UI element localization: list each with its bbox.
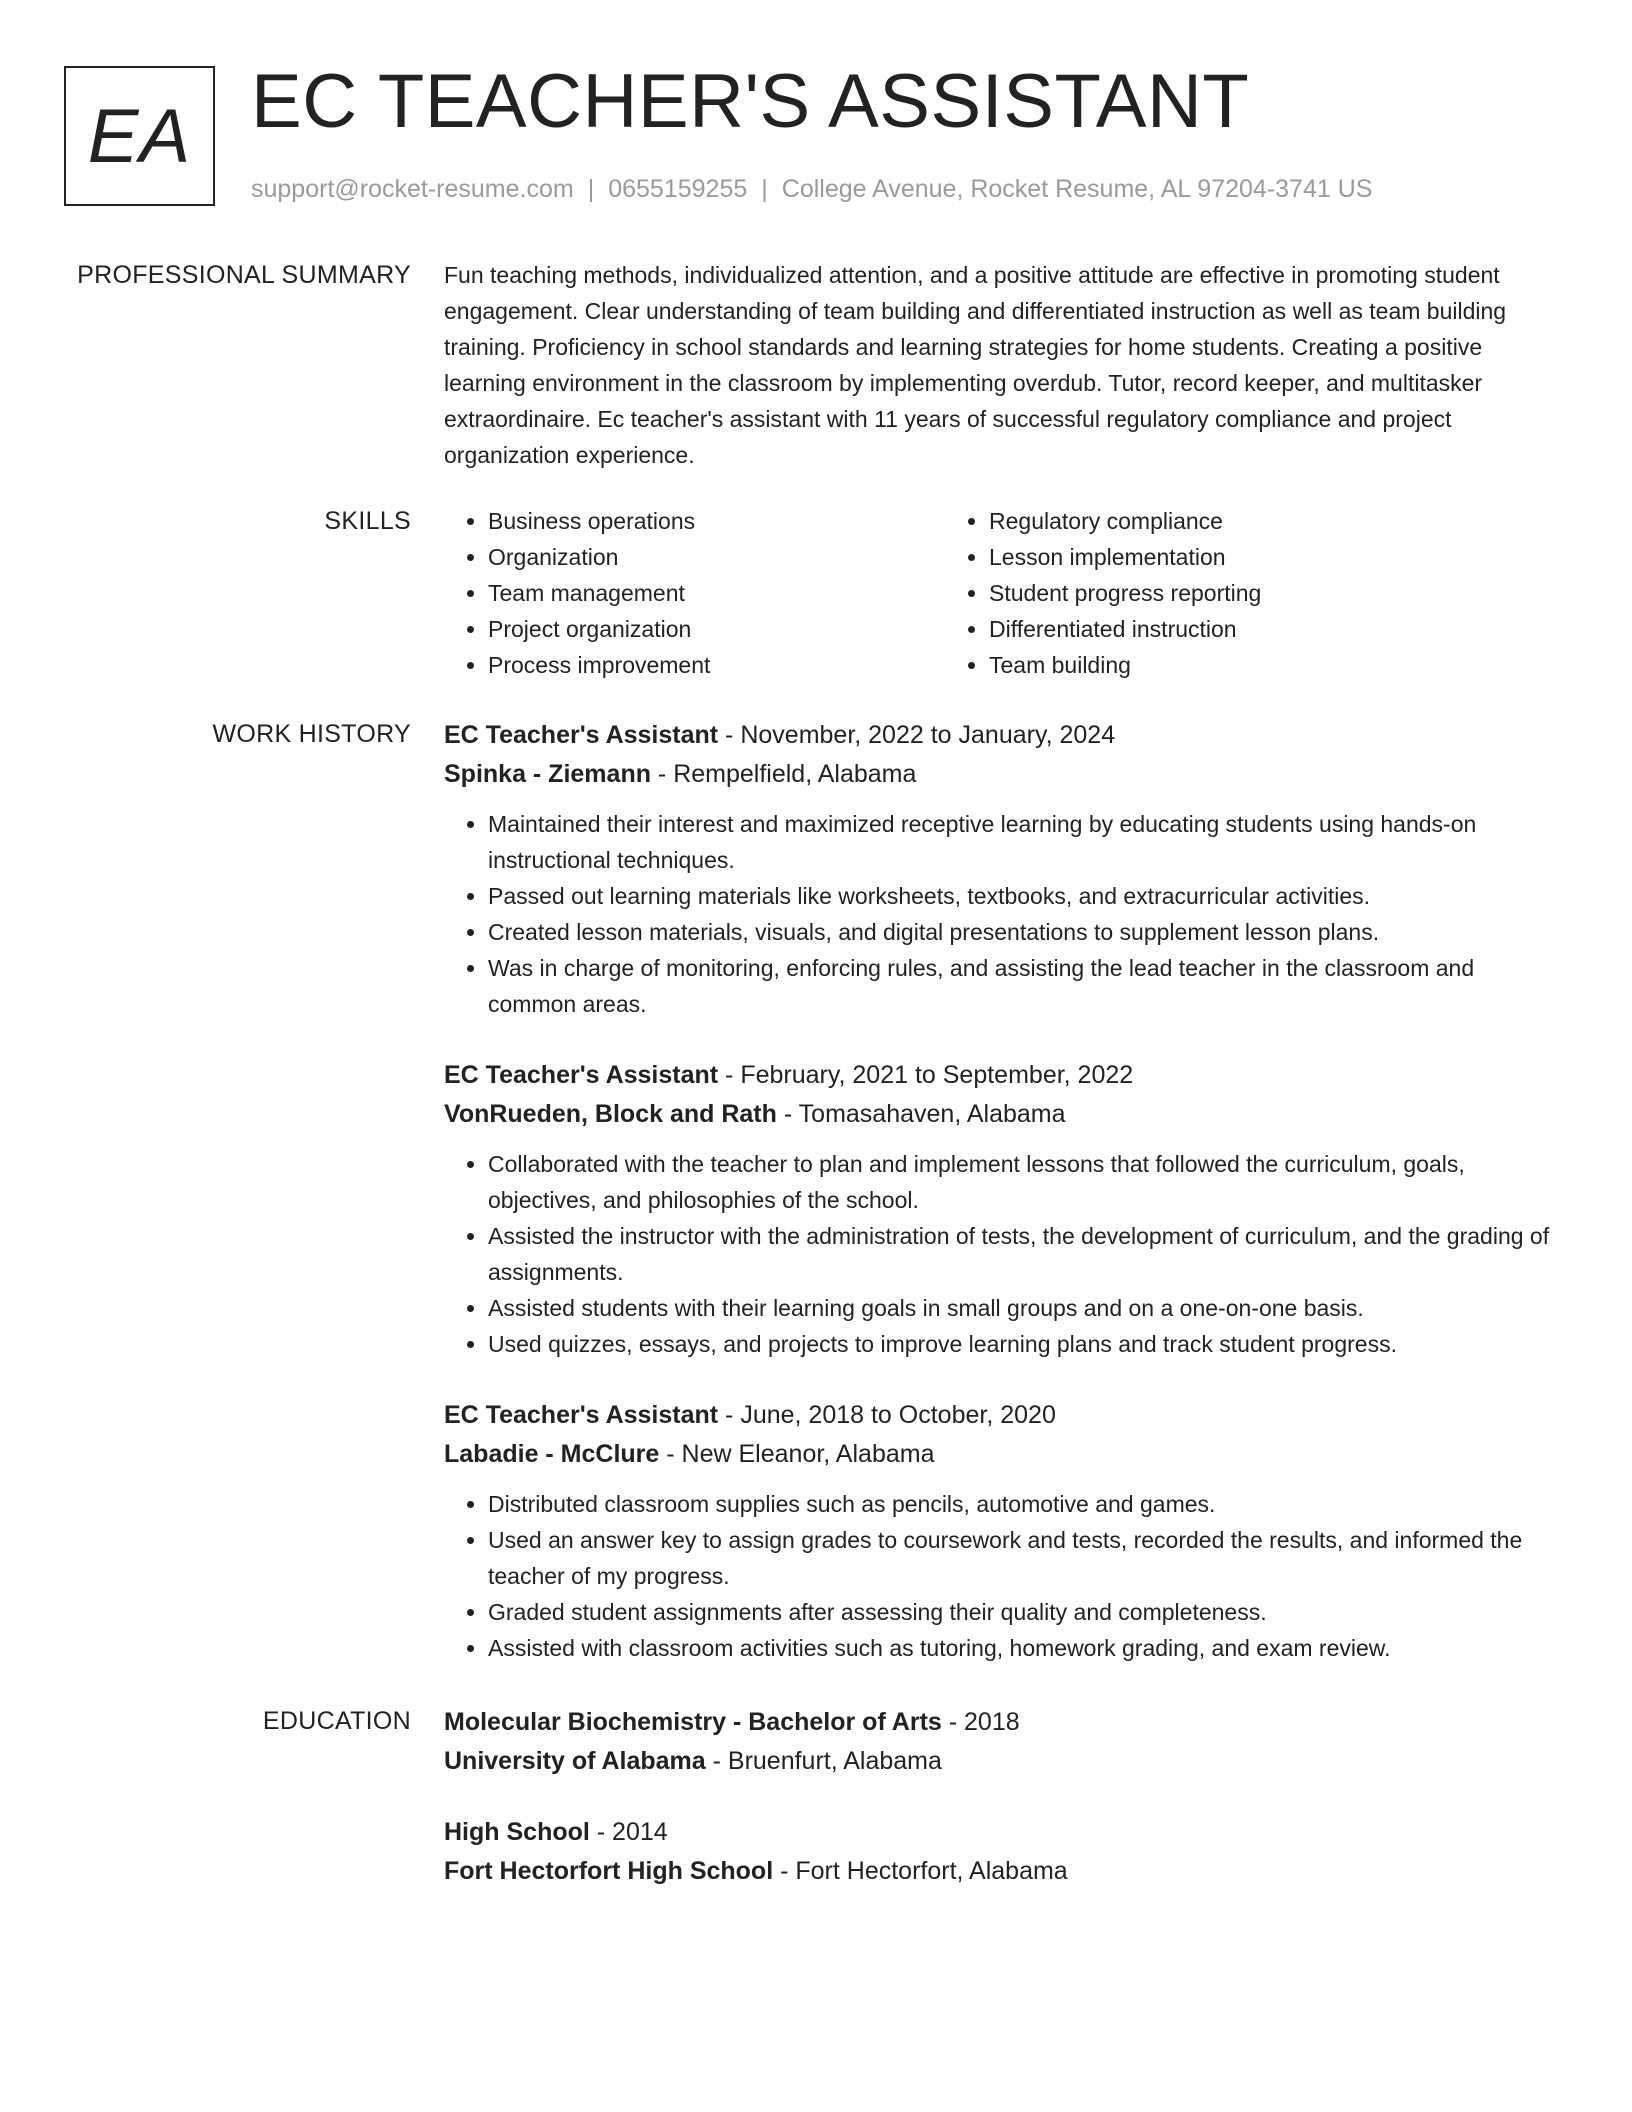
skill-item: • Process improvement <box>488 647 945 683</box>
job-location: - Tomasahaven, Alabama <box>776 1100 1066 1128</box>
education-school-line <box>444 1742 1554 1781</box>
section-label-education: EDUCATION <box>262 1707 411 1735</box>
skill-item: • Differentiated instruction <box>989 611 1261 647</box>
contact-separator: | <box>761 175 768 203</box>
job-entry <box>444 1396 1554 1666</box>
job-entry <box>444 716 1554 1022</box>
resume-title: EC TEACHER'S ASSISTANT <box>251 59 1250 144</box>
education-entry <box>444 1703 1554 1781</box>
education-location: - Bruenfurt, Alabama <box>705 1747 942 1775</box>
job-dates: - November, 2022 to January, 2024 <box>718 721 1116 749</box>
education-degree: Molecular Biochemistry - Bachelor of Arts <box>444 1708 942 1736</box>
job-title: EC Teacher's Assistant <box>444 1061 719 1089</box>
job-location: - New Eleanor, Alabama <box>659 1440 935 1468</box>
education-school: University of Alabama <box>444 1747 706 1775</box>
education-degree-line <box>444 1813 1554 1852</box>
job-bullets <box>444 1146 1554 1362</box>
skill-item: • Student progress reporting <box>989 575 1261 611</box>
job-title: EC Teacher's Assistant <box>444 721 719 749</box>
job-bullet: • Distributed classroom supplies such as pencils, automotive and games. <box>488 1486 1554 1522</box>
education-degree: High School <box>444 1818 590 1846</box>
job-dates: - June, 2018 to October, 2020 <box>718 1401 1056 1429</box>
job-bullet: • Collaborated with the teacher to plan and implement lessons that followed the curriculum, goals, objectives, and philosophies of the school. <box>488 1146 1554 1218</box>
summary-text: Fun teaching methods, individualized attention, and a positive attitude are effective in promoting student engagement. Clear understanding of team building and differentiated instruction as well as team building training. Proficiency in school standards and learning strategies for home students. Creating a positive learning environment in the classroom by implementing overdub. Tutor, record keeper, and multitasker extraordinaire. Ec teacher's assistant with 11 years of successful regulatory compliance and project organization experience. <box>444 262 1507 468</box>
section-label-work-history: WORK HISTORY <box>212 720 411 748</box>
education-entry <box>444 1813 1554 1891</box>
job-company: VonRueden, Block and Rath <box>444 1100 777 1128</box>
education-degree-line <box>444 1703 1554 1742</box>
skill-item: • Project organization <box>488 611 945 647</box>
education-body <box>444 1703 1554 1923</box>
job-title: EC Teacher's Assistant <box>444 1401 719 1429</box>
skill-item: • Business operations <box>488 503 945 539</box>
job-bullet: • Graded student assignments after assessing their quality and completeness. <box>488 1594 1554 1630</box>
job-company-line <box>444 1435 1554 1474</box>
job-title-line <box>444 716 1554 755</box>
contact-email[interactable]: support@rocket-resume.com <box>251 175 574 203</box>
skills-list <box>444 503 1554 683</box>
skill-item: • Lesson implementation <box>989 539 1261 575</box>
skill-item: • Regulatory compliance <box>989 503 1261 539</box>
section-label-skills: SKILLS <box>324 507 411 535</box>
contact-phone[interactable]: 0655159255 <box>608 175 748 203</box>
job-bullet: • Assisted students with their learning goals in small groups and on a one-on-one basis. <box>488 1290 1554 1326</box>
job-bullets <box>444 1486 1554 1666</box>
job-entry <box>444 1056 1554 1362</box>
job-bullet: • Maintained their interest and maximized receptive learning by educating students using hands-on instructional techniques. <box>488 806 1554 878</box>
job-bullets <box>444 806 1554 1022</box>
job-company: Labadie - McClure <box>444 1440 660 1468</box>
job-bullet: • Passed out learning materials like worksheets, textbooks, and extracurricular activities. <box>488 878 1554 914</box>
skills-column-2 <box>945 503 1261 683</box>
education-year: - 2014 <box>589 1818 668 1846</box>
education-school: Fort Hectorfort High School <box>444 1857 774 1885</box>
job-bullet: • Used an answer key to assign grades to coursework and tests, recorded the results, and informed the teacher of my progress. <box>488 1522 1554 1594</box>
skill-item: • Organization <box>488 539 945 575</box>
monogram-initials: EA <box>87 93 192 179</box>
job-title-line <box>444 1396 1554 1435</box>
job-company-line <box>444 755 1554 794</box>
job-bullet: • Was in charge of monitoring, enforcing rules, and assisting the lead teacher in the classroom and common areas. <box>488 950 1554 1022</box>
job-bullet: • Used quizzes, essays, and projects to improve learning plans and track student progress. <box>488 1326 1554 1362</box>
skills-column-1 <box>444 503 945 683</box>
education-year: - 2018 <box>941 1708 1020 1736</box>
summary-body <box>444 257 1554 473</box>
section-label-summary: PROFESSIONAL SUMMARY <box>77 261 411 289</box>
job-bullet: • Assisted with classroom activities such as tutoring, homework grading, and exam review. <box>488 1630 1554 1666</box>
education-school-line <box>444 1852 1554 1891</box>
education-location: - Fort Hectorfort, Alabama <box>773 1857 1068 1885</box>
monogram-badge <box>64 66 215 206</box>
job-bullet: • Assisted the instructor with the administration of tests, the development of curriculum, and the grading of assignments. <box>488 1218 1554 1290</box>
job-dates: - February, 2021 to September, 2022 <box>718 1061 1134 1089</box>
contact-line <box>251 172 1372 206</box>
skill-item: • Team building <box>989 647 1261 683</box>
skill-item: • Team management <box>488 575 945 611</box>
contact-separator: | <box>587 175 595 203</box>
work-history-body <box>444 716 1554 1700</box>
job-company: Spinka - Ziemann <box>444 760 651 788</box>
job-location: - Rempelfield, Alabama <box>650 760 917 788</box>
job-company-line <box>444 1095 1554 1134</box>
contact-address: College Avenue, Rocket Resume, AL 97204-3741 US <box>781 175 1373 203</box>
job-title-line <box>444 1056 1554 1095</box>
job-bullet: • Created lesson materials, visuals, and digital presentations to supplement lesson plans. <box>488 914 1554 950</box>
